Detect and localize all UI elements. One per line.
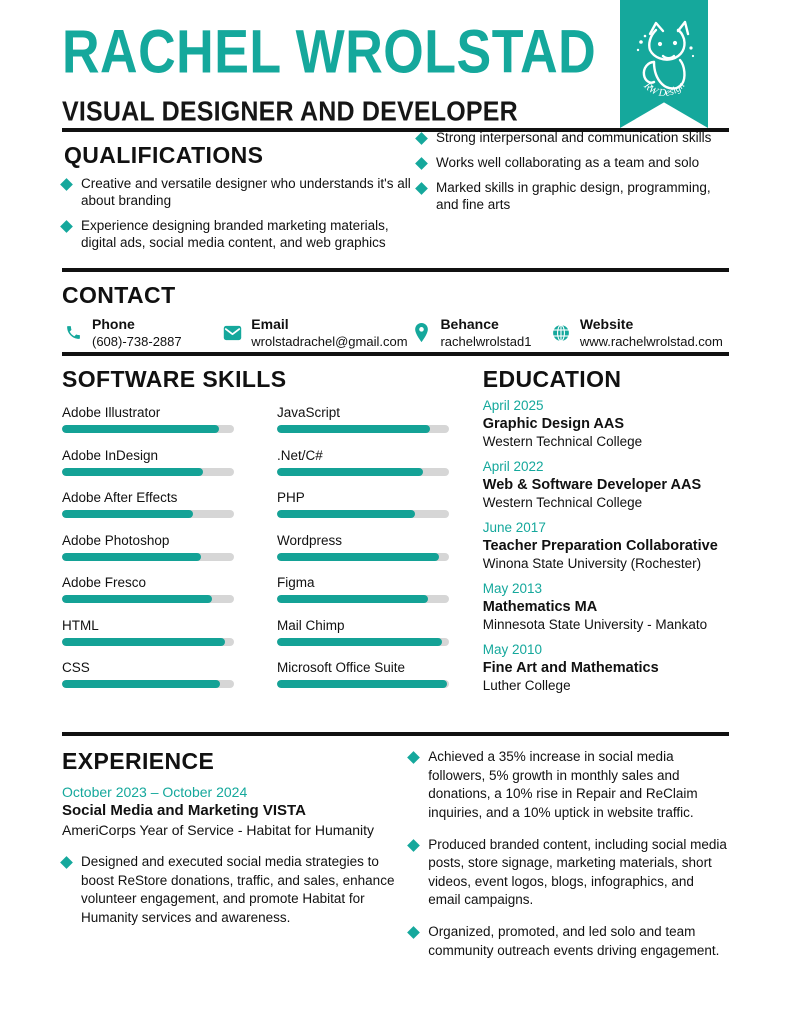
page-title: RACHEL WROLSTAD (62, 18, 597, 87)
resume-header (0, 0, 791, 128)
skill-progress-track (277, 425, 449, 433)
skill-progress-track (277, 680, 449, 688)
education-school: Western Technical College (482, 495, 643, 511)
contact-item-website[interactable] (550, 316, 729, 350)
education-degree: Web & Software Developer AAS (482, 477, 702, 494)
contact-label: Phone (92, 316, 135, 332)
skill-label: HTML (62, 617, 99, 633)
skill-item (62, 575, 255, 603)
list-item-text: Marked skills in graphic design, programming, and fine arts (436, 180, 711, 213)
contact-item-behance[interactable] (410, 316, 549, 350)
cat-mascot-icon (630, 18, 698, 104)
education-school: Minnesota State University - Mankato (482, 617, 708, 633)
skill-item (62, 405, 255, 433)
skill-label: Adobe Fresco (62, 575, 147, 590)
skill-label: PHP (277, 490, 305, 505)
list-item (417, 179, 729, 213)
education-item (483, 641, 729, 695)
skill-progress-track (62, 553, 234, 561)
diamond-bullet-icon (415, 132, 428, 145)
job-subtitle: VISUAL DESIGNER AND DEVELOPER (62, 96, 518, 128)
education-degree: Mathematics MA (482, 598, 598, 615)
skills-right-column (277, 405, 470, 703)
skill-label: .Net/C# (277, 447, 323, 463)
skill-label: CSS (62, 660, 90, 675)
contact-item-phone[interactable] (62, 316, 221, 350)
contact-item-email[interactable] (221, 316, 410, 350)
skill-progress-fill (62, 553, 201, 561)
list-item-text: Designed and executed social media strategies to boost ReStore donations, traffic, and sales, enhance volunteer engagement, and promote Habitat for Humanity services and awareness. (81, 853, 395, 925)
list-item-text: Creative and versatile designer who understands it's all about branding (81, 176, 411, 209)
skill-item (277, 660, 470, 688)
contact-section (0, 272, 791, 352)
education-item (483, 458, 729, 512)
education-date: June 2017 (482, 519, 546, 535)
contact-label: Website (579, 316, 634, 332)
contact-value: www.rachelwrolstad.com (579, 333, 723, 349)
globe-icon (550, 321, 572, 345)
skill-label: JavaScript (277, 405, 341, 420)
skill-label: Adobe Illustrator (62, 405, 161, 420)
software-skills-title: SOFTWARE SKILLS (62, 366, 287, 392)
skill-label: Adobe Photoshop (62, 532, 170, 548)
skill-progress-fill (277, 468, 423, 476)
list-item-text: Experience designing branded marketing materials, digital ads, social media content, and web graphics (81, 218, 389, 251)
list-item (409, 923, 729, 960)
education-title: EDUCATION (482, 366, 622, 392)
qualifications-section (0, 132, 791, 268)
education-item (483, 397, 729, 451)
skill-label: Adobe After Effects (62, 490, 178, 505)
skill-item (277, 405, 470, 433)
skill-item (62, 448, 255, 476)
list-item-text: Works well collaborating as a team and solo (436, 155, 700, 171)
skills-left-column (62, 405, 255, 703)
diamond-bullet-icon (407, 751, 420, 764)
qualifications-right-list (417, 129, 729, 260)
skill-label: Adobe InDesign (62, 447, 159, 463)
skill-progress-track (277, 468, 449, 476)
skill-progress-track (62, 638, 234, 646)
skill-item (277, 575, 470, 603)
qualifications-left-list (62, 175, 417, 260)
education-school: Luther College (482, 677, 571, 693)
list-item-text: Achieved a 35% increase in social media followers, 5% growth in monthly sales and donations, a 10% rise in Repair and ReClaim inquiries, and a 10% uptick in website traffic. (428, 749, 698, 820)
map-pin-icon (410, 321, 432, 345)
skill-progress-fill (62, 468, 203, 476)
experience-date: October 2023 – October 2024 (62, 784, 248, 800)
education-school: Western Technical College (482, 434, 643, 450)
skill-progress-fill (277, 425, 430, 433)
skill-item (277, 533, 470, 561)
skill-progress-fill (277, 638, 442, 646)
skill-item (277, 448, 470, 476)
experience-title: EXPERIENCE (62, 748, 215, 774)
skill-progress-fill (62, 510, 193, 518)
skill-item (62, 660, 255, 688)
skill-progress-track (62, 595, 234, 603)
list-item (409, 836, 729, 911)
skill-progress-track (62, 425, 234, 433)
list-item (62, 217, 417, 251)
qualifications-title: QUALIFICATIONS (64, 142, 264, 168)
education-date: April 2025 (482, 398, 544, 413)
education-date: May 2010 (482, 641, 543, 657)
skill-item (62, 490, 255, 518)
skill-item (277, 618, 470, 646)
contact-label: Behance (440, 316, 499, 332)
skill-progress-fill (277, 680, 447, 688)
education-date: April 2022 (482, 458, 544, 474)
list-item-text: Produced branded content, including social media posts, store signage, marketing materials, short videos, event logos, blogs, infographics, and email campaigns. (428, 836, 727, 908)
envelope-icon (221, 321, 243, 345)
education-item (483, 580, 729, 634)
skill-progress-fill (62, 425, 219, 433)
skill-item (277, 490, 470, 518)
education-item (483, 519, 729, 573)
diamond-bullet-icon (407, 926, 420, 939)
contact-value: (608)-738-2887 (92, 333, 182, 349)
contact-title: CONTACT (62, 282, 176, 308)
skill-label: Mail Chimp (277, 617, 345, 633)
list-item-text: Organized, promoted, and led solo and team community outreach events driving engagement. (428, 924, 720, 958)
skill-progress-track (62, 680, 234, 688)
education-date: May 2013 (482, 580, 543, 596)
contact-value: wrolstadrachel@gmail.com (251, 333, 408, 349)
skill-progress-track (277, 510, 449, 518)
skill-label: Figma (277, 575, 315, 590)
skill-progress-fill (62, 680, 220, 688)
experience-section (0, 736, 791, 973)
skill-progress-fill (62, 638, 225, 646)
skill-progress-fill (277, 595, 428, 603)
list-item (409, 748, 729, 823)
software-skills-section (62, 366, 471, 732)
education-degree: Graphic Design AAS (482, 416, 625, 433)
experience-role: Social Media and Marketing VISTA (62, 802, 306, 820)
skill-label: Wordpress (277, 532, 343, 548)
diamond-bullet-icon (60, 220, 73, 233)
skill-progress-track (62, 468, 234, 476)
diamond-bullet-icon (415, 182, 428, 195)
list-item (417, 129, 729, 146)
phone-icon (62, 321, 84, 345)
skill-progress-fill (277, 510, 415, 518)
contact-value: rachelwrolstad1 (440, 333, 532, 349)
skill-label: Microsoft Office Suite (277, 660, 406, 675)
skill-progress-track (277, 553, 449, 561)
skill-progress-track (62, 510, 234, 518)
svg-text:RW Design: RW Design (641, 80, 688, 100)
diamond-bullet-icon (60, 856, 73, 869)
skill-progress-fill (277, 553, 439, 561)
experience-left (62, 748, 401, 973)
skill-item (62, 618, 255, 646)
skill-progress-track (277, 595, 449, 603)
skill-progress-track (277, 638, 449, 646)
education-degree: Fine Art and Mathematics (482, 659, 659, 676)
list-item (417, 154, 729, 171)
contact-label: Email (251, 316, 289, 332)
education-school: Winona State University (Rochester) (482, 556, 702, 572)
diamond-bullet-icon (407, 839, 420, 852)
education-degree: Teacher Preparation Collaborative (482, 538, 718, 554)
experience-right (409, 748, 729, 973)
education-section (471, 366, 729, 732)
skill-item (62, 533, 255, 561)
list-item (62, 175, 417, 209)
diamond-bullet-icon (60, 178, 73, 191)
diamond-bullet-icon (415, 157, 428, 170)
list-item-text: Strong interpersonal and communication skills (436, 130, 712, 145)
list-item (62, 853, 401, 928)
skills-education-row (0, 356, 791, 732)
skill-progress-fill (62, 595, 212, 603)
education-list (483, 397, 729, 694)
experience-organization: AmeriCorps Year of Service - Habitat for Humanity (62, 821, 375, 838)
